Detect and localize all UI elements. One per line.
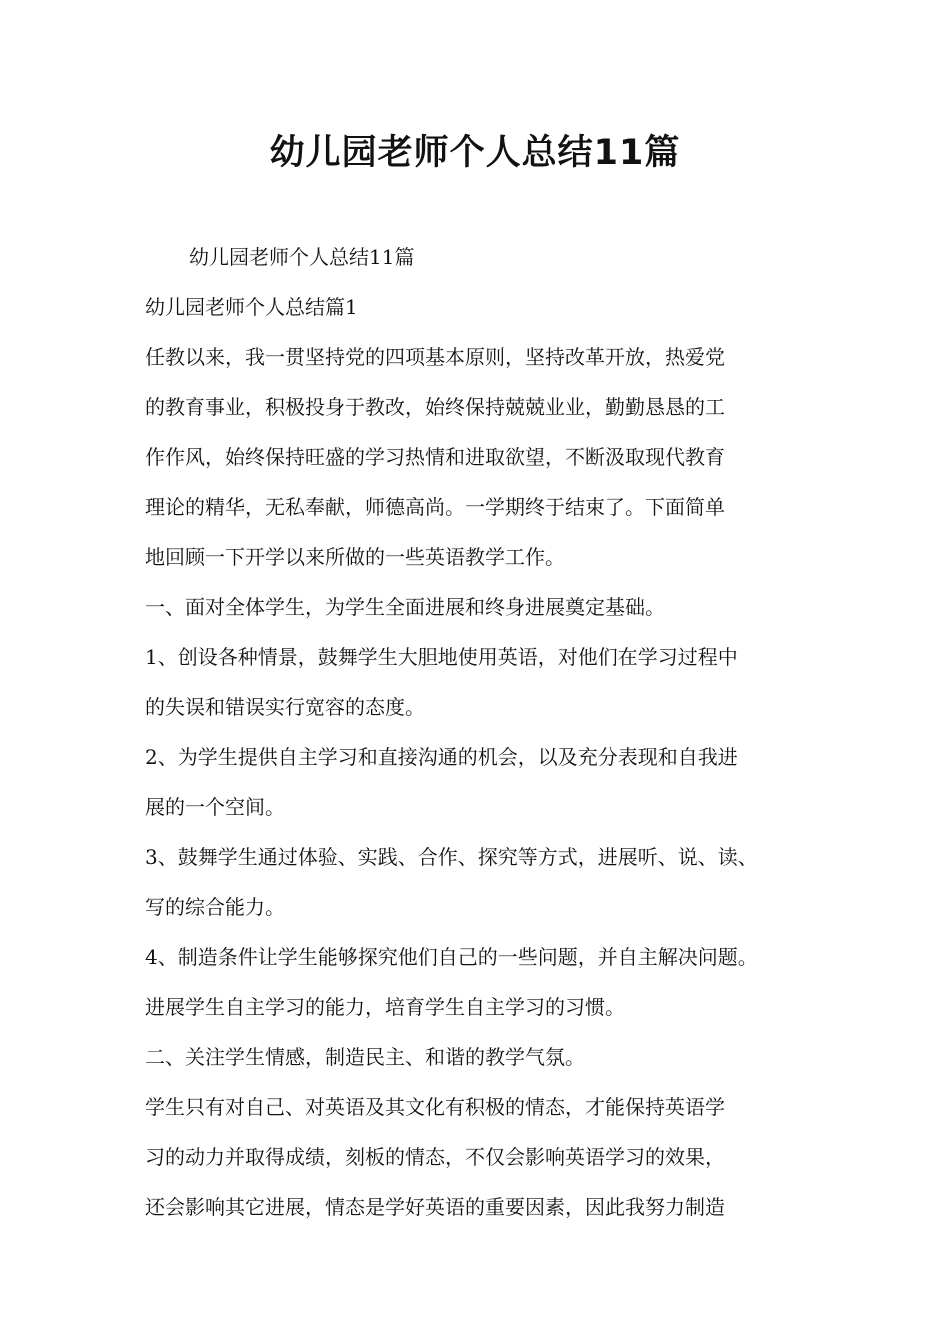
text-line: 的教育事业，积极投身于教改，始终保持兢兢业业，勤勤恳恳的工 [145, 395, 725, 419]
text-line: 任教以来，我一贯坚持党的四项基本原则，坚持改革开放，热爱党 [145, 345, 725, 369]
section-heading: 幼儿园老师个人总结篇1 [145, 295, 358, 319]
text-line: 一、面对全体学生，为学生全面进展和终身进展奠定基础。 [145, 595, 665, 619]
document-body [145, 232, 825, 1232]
text-line: 学生只有对自己、对英语及其文化有积极的情态，才能保持英语学 [145, 1095, 725, 1119]
text-line: 写的综合能力。 [145, 895, 285, 919]
text-line: 作作风，始终保持旺盛的学习热情和进取欲望，不断汲取现代教育 [145, 445, 725, 469]
text-line: 进展学生自主学习的能力，培育学生自主学习的习惯。 [145, 995, 625, 1019]
text-line: 二、关注学生情感，制造民主、和谐的教学气氛。 [145, 1045, 585, 1069]
text-line: 的失误和错误实行宽容的态度。 [145, 695, 425, 719]
text-line: 1、创设各种情景，鼓舞学生大胆地使用英语，对他们在学习过程中 [145, 645, 738, 669]
text-line: 理论的精华，无私奉献，师德高尚。一学期终于结束了。下面简单 [145, 495, 725, 519]
text-line: 3、鼓舞学生通过体验、实践、合作、探究等方式，进展听、说、读、 [145, 845, 758, 869]
document-title: 幼儿园老师个人总结11篇 [269, 133, 681, 173]
text-line: 还会影响其它进展，情态是学好英语的重要因素，因此我努力制造 [145, 1195, 725, 1219]
text-line: 2、为学生提供自主学习和直接沟通的机会，以及充分表现和自我进 [145, 745, 738, 769]
text-line: 地回顾一下开学以来所做的一些英语教学工作。 [145, 545, 565, 569]
text-line: 4、制造条件让学生能够探究他们自己的一些问题，并自主解决问题。 [145, 945, 758, 969]
text-line: 习的动力并取得成绩，刻板的情态，不仅会影响英语学习的效果， [145, 1145, 725, 1169]
text-line: 展的一个空间。 [145, 795, 285, 819]
subtitle-line: 幼儿园老师个人总结11篇 [189, 245, 415, 269]
